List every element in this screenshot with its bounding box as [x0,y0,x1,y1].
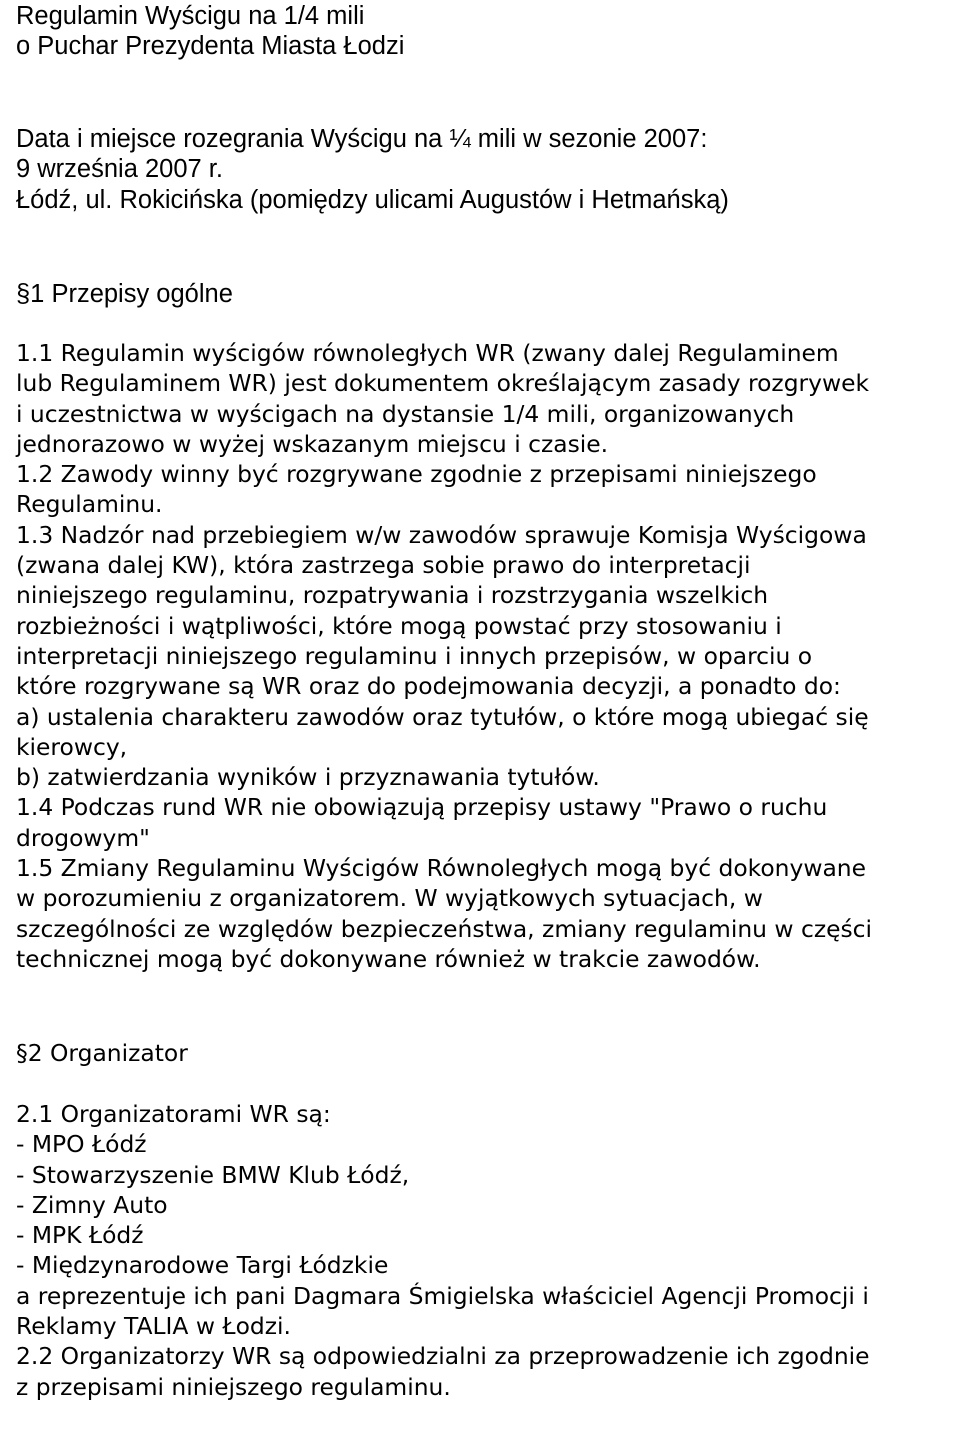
text-line: 1.4 Podczas rund WR nie obowiązują przepisy ustawy "Prawo o ruchu [16,793,828,822]
text-line: z przepisami niniejszego regulaminu. [16,1372,451,1401]
text-line: technicznej mogą być dokonywane również w trakcie zawodów. [16,944,761,973]
text-line: a) ustalenia charakteru zawodów oraz tytułów, o które mogą ubiegać się [16,702,869,731]
list-item: - Międzynarodowe Targi Łódzkie [16,1251,389,1280]
title-line: Regulamin Wyścigu na 1/4 mili [16,2,365,30]
section-1-body [16,338,951,974]
text-line: i uczestnictwa w wyścigach na dystansie 1/4 mili, organizowanych [16,399,795,428]
text-line: b) zatwierdzania wyników i przyznawania tytułów. [16,763,600,792]
event-date: 9 września 2007 r. [16,155,223,184]
text-line: rozbieżności i wątpliwości, które mogą powstać przy stosowaniu i [16,611,782,640]
text-line: kierowcy, [16,732,128,761]
section-heading: §2 Organizator [16,1039,188,1067]
document-title [16,1,951,62]
section-2-body [16,1099,951,1402]
list-item: - Zimny Auto [16,1190,168,1219]
text-line: 1.2 Zawody winny być rozgrywane zgodnie z przepisami niniejszego [16,460,817,489]
list-item: - MPO Łódź [16,1130,147,1159]
text-line: szczególności ze względów bezpieczeństwa, zmiany regulaminu w części [16,914,873,943]
text-line: niniejszego regulaminu, rozpatrywania i rozstrzygania wszelkich [16,581,769,610]
text-line: jednorazowo w wyżej wskazanym miejscu i czasie. [16,429,609,458]
list-item: - Stowarzyszenie BMW Klub Łódź, [16,1160,410,1189]
text-line: 2.2 Organizatorzy WR są odpowiedzialni za przeprowadzenie ich zgodnie [16,1342,870,1371]
section-2-heading [16,1038,951,1068]
section-1-heading [16,279,951,309]
event-location: Łódź, ul. Rokicińska (pomiędzy ulicami Augustów i Hetmańską) [16,185,729,214]
text-line: Reklamy TALIA w Łodzi. [16,1312,291,1341]
event-info [16,124,951,215]
text-line: które rozgrywane są WR oraz do podejmowania decyzji, a ponadto do: [16,672,841,701]
text-line: drogowym" [16,823,150,852]
event-date-heading: Data i miejsce rozegrania Wyścigu na ¼ mili w sezonie 2007: [16,125,708,153]
text-line: 2.1 Organizatorami WR są: [16,1100,331,1128]
text-line: lub Regulaminem WR) jest dokumentem określającym zasady rozgrywek [16,369,870,398]
text-line: a reprezentuje ich pani Dagmara Śmigielska właściciel Agencji Promocji i [16,1281,869,1310]
text-line: interpretacji niniejszego regulaminu i innych przepisów, w oparciu o [16,641,813,670]
text-line: 1.3 Nadzór nad przebiegiem w/w zawodów sprawuje Komisja Wyścigowa [16,520,867,549]
list-item: - MPK Łódź [16,1221,144,1250]
title-line: o Puchar Prezydenta Miasta Łodzi [16,32,405,61]
text-line: w porozumieniu z organizatorem. W wyjątkowych sytuacjach, w [16,884,763,913]
text-line: 1.1 Regulamin wyścigów równoległych WR (zwany dalej Regulaminem [16,339,839,367]
text-line: 1.5 Zmiany Regulaminu Wyścigów Równoległych mogą być dokonywane [16,854,867,883]
text-line: (zwana dalej KW), która zastrzega sobie prawo do interpretacji [16,551,751,580]
section-heading: §1 Przepisy ogólne [16,280,233,308]
text-line: Regulaminu. [16,490,163,519]
